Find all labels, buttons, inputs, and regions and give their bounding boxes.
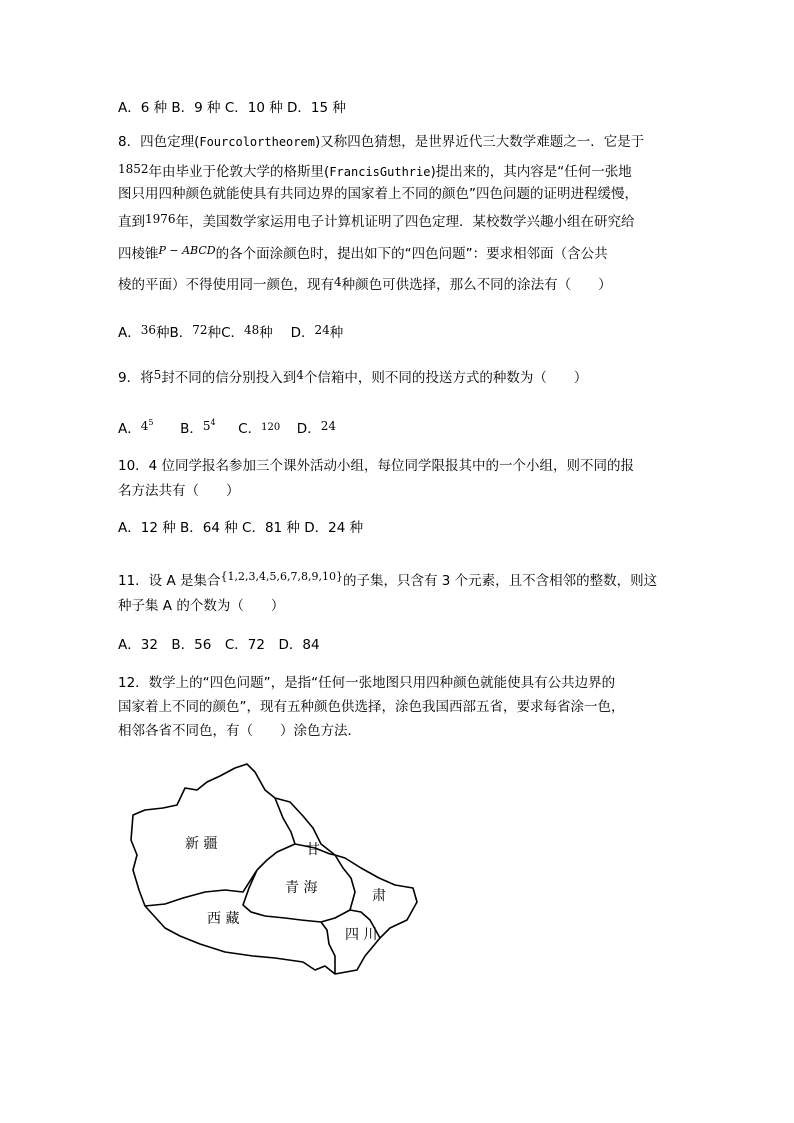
q11-set: {1,2,3,4,5,6,7,8,9,10} bbox=[220, 570, 343, 583]
q8-l5b: P − ABCD bbox=[158, 244, 216, 257]
q7-options-text: A．6 种 B．9 种 C．10 种 D．15 种 bbox=[118, 100, 346, 116]
q8-l6b: 4 bbox=[334, 275, 342, 289]
q9-opt-d: D． bbox=[296, 421, 321, 437]
q8-line-4 bbox=[118, 209, 635, 232]
q8-line-6 bbox=[118, 272, 612, 295]
q8-opt-a-val: 36 bbox=[140, 323, 157, 337]
map-label-sichuan: 四 川 bbox=[345, 927, 378, 943]
q8-l6a: 棱的平面）不得使用同一颜色，现有 bbox=[118, 277, 334, 293]
q8-opt-a-unit: 种B． bbox=[156, 325, 193, 341]
map-label-xinjiang: 新 疆 bbox=[185, 836, 218, 852]
q8-line-5 bbox=[118, 241, 608, 264]
western-provinces-map bbox=[125, 760, 425, 980]
q9-e: 个信箱中，则不同的投送方式的种数为（ ） bbox=[303, 370, 588, 386]
q12-l1: 12．数学上的“四色问题”，是指“任何一张地图只用四种颜色就能使具有公共边界的 bbox=[118, 675, 616, 691]
q9-b: 5 bbox=[153, 368, 162, 382]
q8-l2a: 1852 bbox=[118, 162, 149, 176]
q8-opt-a-label: A． bbox=[118, 325, 141, 341]
q8-l1c: )又称四色猜想，是世界近代三大数学难题之一．它是于 bbox=[314, 134, 645, 150]
q8-opt-b-val: 72 bbox=[192, 323, 208, 337]
q11-options bbox=[118, 635, 320, 655]
q8-l2d: )提出来的，其内容是“任何一张地 bbox=[430, 164, 632, 180]
q10-line-2 bbox=[118, 481, 240, 501]
q8-options bbox=[118, 320, 343, 343]
q12-line-3 bbox=[118, 721, 361, 741]
q8-opt-c-unit: 种 D． bbox=[259, 325, 315, 341]
q10-line-1 bbox=[118, 456, 634, 476]
q12-l3: 相邻各省不同色，有（ ）涂色方法． bbox=[118, 723, 361, 739]
q8-l1a: 8．四色定理( bbox=[118, 134, 200, 150]
q12-line-2 bbox=[118, 697, 625, 717]
q9-b-exp: 4 bbox=[210, 418, 216, 427]
q8-l5c: 的各个面涂颜色时，提出如下的“四色问题”：要求相邻面（含公共 bbox=[215, 246, 608, 262]
q11-line-1 bbox=[118, 567, 657, 591]
q9-b-base: 5 bbox=[202, 419, 211, 433]
map-border-gansu-qinghai bbox=[257, 844, 335, 870]
q9-a: 9．将 bbox=[118, 370, 154, 386]
q9-a-exp: 5 bbox=[148, 418, 154, 427]
q9-stem bbox=[118, 365, 587, 388]
q9-d-val: 24 bbox=[320, 419, 336, 433]
q7-options bbox=[118, 98, 346, 118]
map-border-xinjiang-xizang bbox=[145, 870, 257, 906]
q12-l2: 国家着上不同的颜色”，现有五种颜色供选择，涂色我国西部五省，要求每省涂一色， bbox=[118, 699, 625, 715]
q8-l2c: FrancisGuthrie bbox=[329, 165, 431, 179]
q11-options-text: A．32 B．56 C．72 D．84 bbox=[118, 637, 320, 653]
q8-line-2 bbox=[118, 159, 632, 182]
q9-d: 4 bbox=[296, 368, 304, 382]
map-label-xizang: 西 藏 bbox=[207, 911, 240, 927]
map-label-su: 肃 bbox=[372, 888, 386, 904]
q8-line-3 bbox=[118, 184, 638, 204]
map-label-qinghai: 青 海 bbox=[285, 880, 318, 896]
q8-l5a: 四棱锥 bbox=[118, 246, 159, 262]
q9-opt-c: C． bbox=[238, 421, 262, 437]
q11-l2: 种子集 A 的个数为（ ） bbox=[118, 598, 285, 614]
q9-c-val: 120 bbox=[261, 422, 281, 433]
q11-b: 的子集，只含有 3 个元素，且不含相邻的整数，则这 bbox=[342, 573, 658, 589]
q8-opt-c-val: 48 bbox=[244, 323, 260, 337]
q11-line-2 bbox=[118, 596, 284, 616]
q9-opt-a: A． bbox=[118, 421, 141, 437]
q10-options-text: A．12 种 B．64 种 C．81 种 D．24 种 bbox=[118, 520, 364, 536]
q8-l4a: 直到 bbox=[118, 214, 145, 230]
q12-line-1 bbox=[118, 673, 615, 693]
q10-options bbox=[118, 518, 363, 538]
q10-l1: 10．4 位同学报名参加三个课外活动小组，每位同学限报其中的一个小组，则不同的报 bbox=[118, 458, 635, 474]
q8-l1b: Fourcolortheorem bbox=[199, 135, 315, 149]
q9-c: 封不同的信分别投入到 bbox=[161, 370, 297, 386]
q9-opt-b: B． bbox=[180, 421, 203, 437]
q8-l6c: 种颜色可供选择，那么不同的涂法有（ ） bbox=[341, 277, 612, 293]
q8-l2b: 年由毕业于伦敦大学的格斯里( bbox=[148, 164, 330, 180]
q8-opt-d-val: 24 bbox=[314, 323, 330, 337]
q9-options bbox=[118, 413, 336, 439]
q8-l4b: 1976 bbox=[145, 212, 176, 226]
q8-l4c: 年，美国数学家运用电子计算机证明了四色定理．某校数学兴趣小组在研究给 bbox=[175, 214, 635, 230]
map-label-gan: 甘 bbox=[306, 842, 320, 858]
q9-a-base: 4 bbox=[140, 419, 149, 433]
q8-l3: 图只用四种颜色就能使具有共同边界的国家着上不同的颜色”四色问题的证明进程缓慢， bbox=[118, 186, 638, 202]
q8-line-1 bbox=[118, 132, 644, 152]
q10-l2: 名方法共有（ ） bbox=[118, 483, 240, 499]
q11-a: 11．设 A 是集合 bbox=[118, 573, 221, 589]
q8-opt-d-unit: 种 bbox=[329, 325, 344, 341]
q8-opt-b-unit: 种C． bbox=[207, 325, 245, 341]
